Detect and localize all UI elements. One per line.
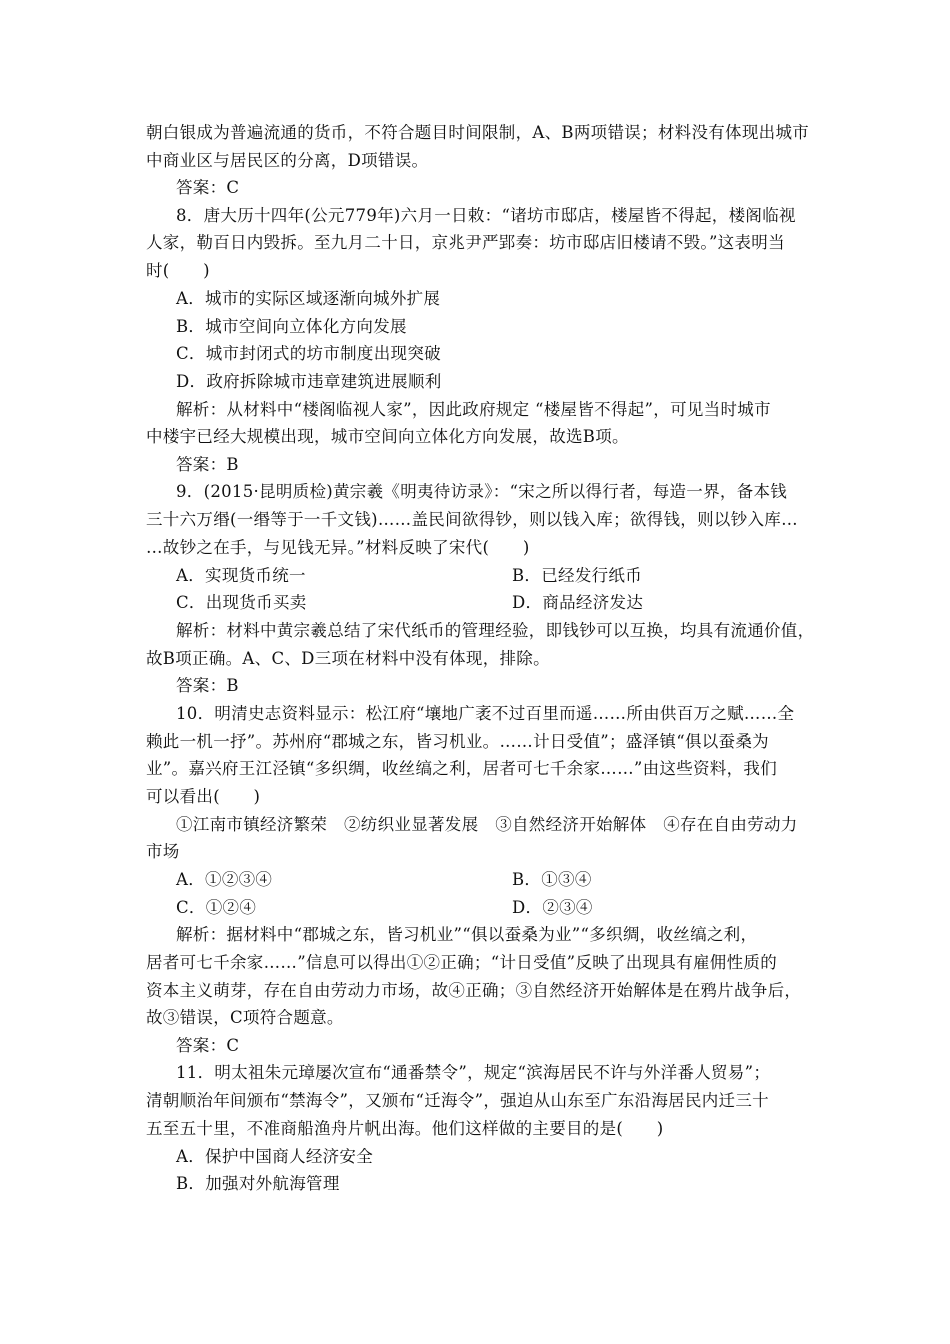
text-line: 中商业区与居民区的分离，D项错误。 (146, 151, 429, 170)
question-10-text: 10．明清史志资料显示：松江府“壤地广袤不过百里而遥……所由供百万之赋……全 (176, 704, 795, 723)
option-b: B．已经发行纸币 (512, 566, 643, 585)
statement-list: ①江南市镇经济繁荣 ②纺织业显著发展 ③自然经济开始解体 ④存在自由劳动力 (176, 815, 798, 834)
option-a: A．①②③④ (176, 870, 273, 889)
analysis-line: 解析：材料中黄宗羲总结了宋代纸币的管理经验，即钱钞可以互换，均具有流通价值， (176, 621, 815, 640)
option-b: B．城市空间向立体化方向发展 (176, 317, 407, 336)
option-a: A．实现货币统一 (176, 566, 306, 585)
question-11-text: 11．明太祖朱元璋屡次宣布“通番禁令”，规定“滨海居民不许与外洋番人贸易”； (176, 1063, 771, 1082)
analysis-line: 解析：从材料中“楼阁临视人家”，因此政府规定 “楼屋皆不得起”，可见当时城市 (176, 400, 771, 419)
option-c: C．出现货币买卖 (176, 593, 307, 612)
text-line: 市场 (146, 842, 180, 861)
text-line: 三十六万缗(一缗等于一千文钱)……盖民间欲得钞，则以钱入库；欲得钱，则以钞入库… (146, 510, 798, 529)
text-line: 可以看出( ) (146, 787, 261, 806)
answer-line: 答案：B (176, 455, 239, 474)
text-line: 居者可七千余家……”信息可以得出①②正确；“计日受值”反映了出现具有雇佣性质的 (146, 953, 778, 972)
text-line: 五至五十里，不准商船渔舟片帆出海。他们这样做的主要目的是( ) (146, 1119, 664, 1138)
answer-line: 答案：B (176, 676, 239, 695)
option-c: C．①②④ (176, 898, 257, 917)
option-b: B．①③④ (512, 870, 592, 889)
answer-line: 答案：C (176, 1036, 240, 1055)
option-d: D．政府拆除城市违章建筑进展顺利 (176, 372, 442, 391)
text-line: 资本主义萌芽，存在自由劳动力市场，故④正确；③自然经济开始解体是在鸦片战争后， (146, 981, 802, 1000)
text-line: 中楼宇已经大规模出现，城市空间向立体化方向发展，故选B项。 (146, 427, 629, 446)
text-line: 时( ) (146, 261, 210, 280)
text-line: 故B项正确。A、C、D三项在材料中没有体现，排除。 (146, 649, 550, 668)
text-line: 故③错误，C项符合题意。 (146, 1008, 344, 1027)
text-line: 清朝顺治年间颁布“禁海令”，又颁布“迁海令”，强迫从山东至广东沿海居民内迁三十 (146, 1091, 769, 1110)
analysis-line: 解析：据材料中“郡城之东，皆习机业”“俱以蚕桑为业”“多织绸，收丝缟之利， (176, 925, 758, 944)
text-line: 赖此一机一抒”。苏州府“郡城之东，皆习机业。……计日受值”；盛泽镇“俱以蚕桑为 (146, 732, 769, 751)
option-b: B．加强对外航海管理 (176, 1174, 340, 1193)
question-8-text: 8．唐大历十四年(公元779年)六月一日敕：“诸坊市邸店，楼屋皆不得起，楼阁临视 (176, 206, 796, 225)
option-c: C．城市封闭式的坊市制度出现突破 (176, 344, 441, 363)
question-9-text: 9．(2015·昆明质检)黄宗羲《明夷待访录》：“宋之所以得行者，每造一界，备本钱 (176, 482, 788, 501)
text-line: 朝白银成为普遍流通的货币，不符合题目时间限制，A、B两项错误；材料没有体现出城市 (146, 123, 810, 142)
option-a: A．城市的实际区域逐渐向城外扩展 (176, 289, 441, 308)
option-d: D．②③④ (512, 898, 593, 917)
text-line: 业”。嘉兴府王江泾镇“多织绸，收丝缟之利，居者可七千余家……”由这些资料，我们 (146, 759, 778, 778)
option-a: A．保护中国商人经济安全 (176, 1147, 374, 1166)
text-line: 人家，勒百日内毁拆。至九月二十日，京兆尹严郢奏：坊市邸店旧楼请不毁。”这表明当 (146, 233, 785, 252)
option-d: D．商品经济发达 (512, 593, 644, 612)
text-line: …故钞之在手，与见钱无异。”材料反映了宋代( ) (146, 538, 530, 557)
answer-line: 答案：C (176, 178, 240, 197)
